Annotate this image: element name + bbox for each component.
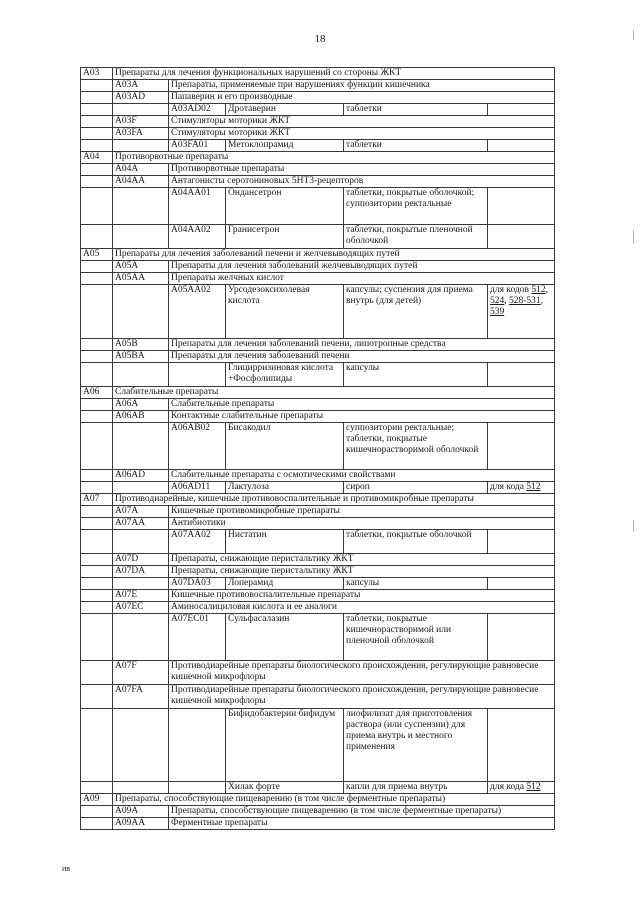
dosage-form: капсулы (344, 363, 488, 387)
subgroup-description: Препараты для лечения заболеваний печени (169, 351, 555, 363)
empty-cell (81, 554, 113, 566)
group-row (81, 806, 555, 818)
atc-code-level2: A03A (113, 80, 169, 92)
empty-cell (81, 661, 113, 685)
atc-drug-table (80, 67, 555, 830)
group-row (81, 164, 555, 176)
subgroup-description: Слабительные препараты с осмотическими свойствами (169, 470, 555, 482)
group-row (81, 152, 555, 164)
group-row (81, 506, 555, 518)
drug-row (81, 530, 555, 554)
atc-code-level3 (169, 782, 226, 794)
atc-code-level3: A04AA02 (169, 225, 226, 249)
empty-cell (113, 140, 169, 152)
empty-cell (81, 80, 113, 92)
empty-cell (113, 709, 169, 782)
usage-note (488, 104, 555, 116)
empty-cell (81, 506, 113, 518)
subgroup-description: Препараты, способствующие пищеварению (в том числе ферментные препараты) (169, 806, 555, 818)
empty-cell (81, 164, 113, 176)
usage-note (488, 614, 555, 661)
group-row (81, 818, 555, 830)
drug-row (81, 423, 555, 470)
drug-name: Гранисетрон (226, 225, 344, 249)
usage-note (488, 423, 555, 470)
empty-cell (81, 92, 113, 104)
group-description: Противодиарейные, кишечные противовоспалительные и противомикробные препараты (113, 494, 555, 506)
group-row (81, 554, 555, 566)
drug-name: Лактулоза (226, 482, 344, 494)
usage-note (488, 578, 555, 590)
empty-cell (81, 225, 113, 249)
empty-cell (81, 411, 113, 423)
subgroup-description: Противодиарейные препараты биологического происхождения, регулирующие равновесие кишечной микрофлоры (169, 661, 555, 685)
atc-code-level2: A03FA (113, 128, 169, 140)
atc-code-level1: A05 (81, 249, 113, 261)
dosage-form: таблетки, покрытые кишечнорастворимой или пленочной оболочкой (344, 614, 488, 661)
subgroup-description: Препараты желчных кислот (169, 273, 555, 285)
empty-cell (81, 482, 113, 494)
usage-note: для кода 512 (488, 482, 555, 494)
drug-row (81, 363, 555, 387)
subgroup-description: Противорвотные препараты (169, 164, 555, 176)
atc-code-level2: A07AA (113, 518, 169, 530)
empty-cell (81, 685, 113, 709)
empty-cell (113, 225, 169, 249)
usage-note (488, 225, 555, 249)
empty-cell (81, 818, 113, 830)
atc-code-level2: A06AB (113, 411, 169, 423)
subgroup-description: Стимуляторы моторики ЖКТ (169, 116, 555, 128)
subgroup-description: Ферментные препараты (169, 818, 555, 830)
dosage-form: таблетки (344, 140, 488, 152)
group-row (81, 470, 555, 482)
drug-name: Дротаверин (226, 104, 344, 116)
drug-name: Лоперамид (226, 578, 344, 590)
atc-code-level1: A07 (81, 494, 113, 506)
dosage-form: таблетки, покрытые пленочной оболочкой (344, 225, 488, 249)
dosage-form: таблетки, покрытые оболочкой (344, 530, 488, 554)
subgroup-description: Кишечные противовоспалительные препараты (169, 590, 555, 602)
atc-code-level2: A09AA (113, 818, 169, 830)
group-row (81, 92, 555, 104)
empty-cell (113, 782, 169, 794)
atc-code-level1: A04 (81, 152, 113, 164)
atc-code-level3: A03FA01 (169, 140, 226, 152)
atc-code-level2: A05BA (113, 351, 169, 363)
drug-name: Нистатин (226, 530, 344, 554)
subgroup-description: Антагонисты серотониновых 5НТ3-рецепторов (169, 176, 555, 188)
dosage-form: сироп (344, 482, 488, 494)
empty-cell (81, 140, 113, 152)
drug-name: Сульфасалазин (226, 614, 344, 661)
subgroup-description: Препараты, снижающие перистальтику ЖКТ (169, 566, 555, 578)
atc-code-level3: A05AA02 (169, 285, 226, 339)
atc-code-level2: A07FA (113, 685, 169, 709)
atc-code-level2: A07E (113, 590, 169, 602)
empty-cell (81, 578, 113, 590)
usage-note (488, 530, 555, 554)
group-row (81, 128, 555, 140)
drug-name: Метоклопрамид (226, 140, 344, 152)
atc-code-level2: A04AA (113, 176, 169, 188)
empty-cell (113, 104, 169, 116)
empty-cell (113, 423, 169, 470)
empty-cell (113, 188, 169, 225)
dosage-form: таблетки, покрытые оболочкой; суппозитории ректальные (344, 188, 488, 225)
atc-code-level2: A07A (113, 506, 169, 518)
atc-code-level2: A07EC (113, 602, 169, 614)
usage-note (488, 363, 555, 387)
group-description: Слабительные препараты (113, 387, 555, 399)
empty-cell (113, 614, 169, 661)
empty-cell (81, 188, 113, 225)
atc-code-level2: A04A (113, 164, 169, 176)
drug-name: Хилак форте (226, 782, 344, 794)
group-row (81, 339, 555, 351)
empty-cell (81, 806, 113, 818)
drug-row (81, 285, 555, 339)
drug-row (81, 104, 555, 116)
atc-code-level3: A06AB02 (169, 423, 226, 470)
scan-edge-mark (633, 520, 634, 532)
atc-code-level3: A03AD02 (169, 104, 226, 116)
subgroup-description: Препараты, применяемые при нарушениях функции кишечника (169, 80, 555, 92)
empty-cell (81, 116, 113, 128)
group-row (81, 351, 555, 363)
atc-code-level1: A06 (81, 387, 113, 399)
empty-cell (81, 273, 113, 285)
atc-code-level3: A07EC01 (169, 614, 226, 661)
drug-row (81, 782, 555, 794)
group-description: Препараты для лечения заболеваний печени и желчевыводящих путей (113, 249, 555, 261)
drug-name: Бифидобактерии бифидум (226, 709, 344, 782)
empty-cell (81, 423, 113, 470)
usage-note: для кодов 512, 524, 528-531, 539 (488, 285, 555, 339)
footer-mark: ив (62, 864, 71, 873)
empty-cell (81, 128, 113, 140)
group-row (81, 566, 555, 578)
drug-row (81, 188, 555, 225)
empty-cell (81, 614, 113, 661)
atc-code-level2: A05A (113, 261, 169, 273)
atc-code-level3: A04AA01 (169, 188, 226, 225)
group-row (81, 661, 555, 685)
group-row (81, 685, 555, 709)
drug-row (81, 482, 555, 494)
empty-cell (113, 482, 169, 494)
atc-code-level2: A05AA (113, 273, 169, 285)
subgroup-description: Препараты, снижающие перистальтику ЖКТ (169, 554, 555, 566)
atc-code-level2: A03AD (113, 92, 169, 104)
group-row (81, 399, 555, 411)
empty-cell (81, 782, 113, 794)
group-description: Препараты, способствующие пищеварению (в том числе ферментные препараты) (113, 794, 555, 806)
group-row (81, 602, 555, 614)
drug-name: Ондансетрон (226, 188, 344, 225)
scan-edge-mark (633, 30, 634, 40)
usage-note: для кода 512 (488, 782, 555, 794)
empty-cell (113, 363, 169, 387)
atc-code-level3 (169, 363, 226, 387)
drug-row (81, 614, 555, 661)
empty-cell (81, 399, 113, 411)
atc-code-level2: A06A (113, 399, 169, 411)
subgroup-description: Препараты для лечения заболеваний печени, липотропные средства (169, 339, 555, 351)
atc-code-level1: A03 (81, 68, 113, 80)
group-row (81, 116, 555, 128)
drug-name: Урсодезоксихолевая кислота (226, 285, 344, 339)
subgroup-description: Аминосалициловая кислота и ее аналоги (169, 602, 555, 614)
atc-code-level1: A09 (81, 794, 113, 806)
drug-row (81, 225, 555, 249)
group-row (81, 261, 555, 273)
group-row (81, 794, 555, 806)
dosage-form: капсулы; суспензия для приема внутрь (для детей) (344, 285, 488, 339)
scan-edge-mark (633, 230, 634, 244)
empty-cell (81, 602, 113, 614)
subgroup-description: Контактные слабительные препараты (169, 411, 555, 423)
subgroup-description: Стимуляторы моторики ЖКТ (169, 128, 555, 140)
group-row (81, 387, 555, 399)
atc-code-level2: A07F (113, 661, 169, 685)
usage-note (488, 140, 555, 152)
group-description: Препараты для лечения функциональных нарушений со стороны ЖКТ (113, 68, 555, 80)
dosage-form: капли для приема внутрь (344, 782, 488, 794)
drug-row (81, 709, 555, 782)
empty-cell (81, 261, 113, 273)
subgroup-description: Слабительные препараты (169, 399, 555, 411)
empty-cell (81, 285, 113, 339)
empty-cell (113, 530, 169, 554)
subgroup-description: Препараты для лечения заболеваний желчевыводящих путей (169, 261, 555, 273)
empty-cell (81, 590, 113, 602)
atc-code-level3: A06AD11 (169, 482, 226, 494)
empty-cell (113, 285, 169, 339)
drug-row (81, 140, 555, 152)
empty-cell (81, 566, 113, 578)
drug-name: Бисакодил (226, 423, 344, 470)
atc-code-level3 (169, 709, 226, 782)
atc-code-level3: A07AA02 (169, 530, 226, 554)
empty-cell (81, 518, 113, 530)
page-number: 18 (314, 33, 326, 45)
atc-code-level3: A07DA03 (169, 578, 226, 590)
drug-row (81, 578, 555, 590)
group-row (81, 249, 555, 261)
group-description: Противорвотные препараты (113, 152, 555, 164)
empty-cell (81, 530, 113, 554)
drug-name: Глицирризиновая кислота +Фосфолипиды (226, 363, 344, 387)
empty-cell (81, 104, 113, 116)
subgroup-description: Противодиарейные препараты биологического происхождения, регулирующие равновесие кишечной микрофлоры (169, 685, 555, 709)
subgroup-description: Папаверин и его производные (169, 92, 555, 104)
dosage-form: суппозитории ректальные; таблетки, покрытые кишечнорастворимой оболочкой (344, 423, 488, 470)
empty-cell (113, 578, 169, 590)
group-row (81, 590, 555, 602)
group-row (81, 68, 555, 80)
atc-code-level2: A03F (113, 116, 169, 128)
group-row (81, 176, 555, 188)
empty-cell (81, 709, 113, 782)
subgroup-description: Кишечные противомикробные препараты (169, 506, 555, 518)
dosage-form: лиофилизат для приготовления раствора (или суспензии) для приема внутрь и местного применения (344, 709, 488, 782)
empty-cell (81, 351, 113, 363)
usage-note (488, 188, 555, 225)
atc-code-level2: A07D (113, 554, 169, 566)
subgroup-description: Антибиотики (169, 518, 555, 530)
dosage-form: капсулы (344, 578, 488, 590)
atc-code-level2: A05B (113, 339, 169, 351)
atc-code-level2: A09A (113, 806, 169, 818)
usage-note (488, 709, 555, 782)
empty-cell (81, 363, 113, 387)
group-row (81, 273, 555, 285)
group-row (81, 411, 555, 423)
group-row (81, 518, 555, 530)
empty-cell (81, 176, 113, 188)
atc-code-level2: A06AD (113, 470, 169, 482)
group-row (81, 494, 555, 506)
group-row (81, 80, 555, 92)
empty-cell (81, 339, 113, 351)
dosage-form: таблетки (344, 104, 488, 116)
atc-code-level2: A07DA (113, 566, 169, 578)
empty-cell (81, 470, 113, 482)
